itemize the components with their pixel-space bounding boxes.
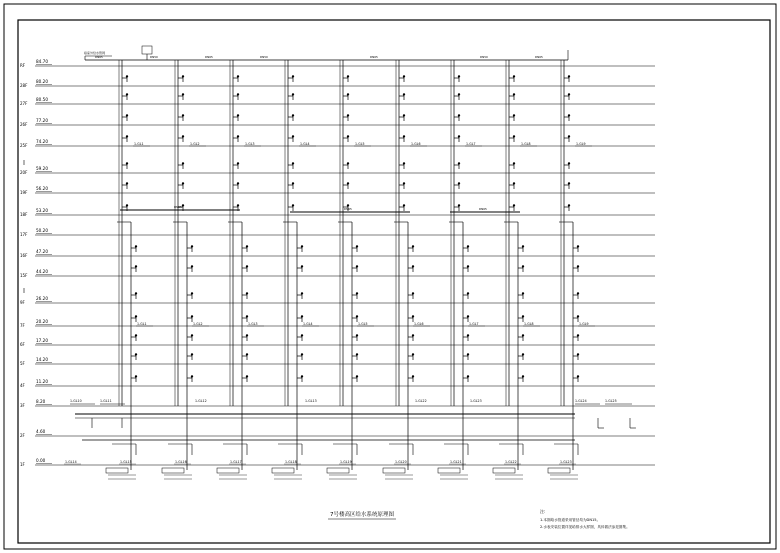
floor-label: 20F — [20, 170, 28, 175]
lower-riser-label: 1-GL2 — [193, 322, 203, 326]
note-2: 2.水表安装位置详见给排水大样图，具体做法参见图集。 — [540, 525, 630, 529]
lower-tap-valve — [577, 292, 579, 294]
upper-tap-valve — [126, 162, 128, 164]
floor3-mid-label: 1-GL13 — [305, 399, 317, 403]
upper-tap-valve — [237, 114, 239, 116]
lower-tap-valve — [356, 265, 358, 267]
floor3-right-label: 1-GL24 — [575, 399, 587, 403]
floor-elevation: 50.20 — [36, 228, 48, 233]
upper-tap-valve — [182, 204, 184, 206]
lower-tap-valve — [356, 315, 358, 317]
upper-tap-valve — [568, 93, 570, 95]
upper-tap-valve — [568, 75, 570, 77]
header-pipe-label: DN65 — [95, 55, 103, 59]
upper-riser-label: 1-GL9 — [576, 142, 586, 146]
floor1-branch-label: 1-GL21 — [450, 460, 462, 464]
water-meter-box — [493, 468, 515, 473]
note-1: 1.本图给水管道采用管径均为DN15。 — [540, 518, 601, 522]
upper-tap-valve — [403, 114, 405, 116]
floor1-branch-label: 1-GL22 — [505, 460, 517, 464]
water-meter-box — [272, 468, 294, 473]
lower-tap-valve — [301, 375, 303, 377]
lower-tap-valve — [522, 245, 524, 247]
header-pipe-label: DN50 — [150, 55, 158, 59]
lower-tap-valve — [135, 265, 137, 267]
floor3-right-label: 1-GL25 — [605, 399, 617, 403]
floor-elevation: 4.60 — [36, 429, 46, 434]
lower-tap-valve — [577, 315, 579, 317]
upper-tap-valve — [237, 162, 239, 164]
header-pipe-label: DN50 — [260, 55, 268, 59]
lower-tap-valve — [467, 265, 469, 267]
lower-tap-valve — [412, 292, 414, 294]
upper-tap-valve — [237, 93, 239, 95]
upper-riser-label: 1-GL2 — [190, 142, 200, 146]
water-meter-box — [162, 468, 184, 473]
upper-tap-valve — [347, 114, 349, 116]
upper-tap-valve — [347, 93, 349, 95]
lower-tap-valve — [467, 315, 469, 317]
floor3-left-label: 1-GL11 — [100, 399, 112, 403]
lower-tap-valve — [522, 315, 524, 317]
lower-riser-label: 1-GL3 — [248, 322, 258, 326]
upper-tap-valve — [403, 75, 405, 77]
floor-elevation: 44.20 — [36, 269, 48, 274]
upper-tap-valve — [182, 162, 184, 164]
upper-tap-valve — [568, 204, 570, 206]
upper-tap-valve — [513, 93, 515, 95]
floor-label: 9F — [20, 300, 25, 305]
upper-tap-valve — [292, 162, 294, 164]
lower-tap-valve — [135, 245, 137, 247]
upper-tap-valve — [403, 162, 405, 164]
upper-riser-label: 1-GL7 — [466, 142, 476, 146]
floor-elevation: 14.20 — [36, 357, 48, 362]
floor-label: 16F — [20, 253, 28, 258]
floor1-branch-label: 1-GL15 — [120, 460, 132, 464]
upper-tap-valve — [126, 182, 128, 184]
lower-tap-valve — [191, 315, 193, 317]
lower-tap-valve — [246, 292, 248, 294]
lower-tap-valve — [522, 334, 524, 336]
upper-tap-valve — [403, 182, 405, 184]
upper-tap-valve — [292, 75, 294, 77]
lower-tap-valve — [191, 265, 193, 267]
floor-label: 7F — [20, 323, 25, 328]
floor-elevation: 17.20 — [36, 338, 48, 343]
lower-tap-valve — [412, 353, 414, 355]
lower-tap-valve — [577, 245, 579, 247]
lower-tap-valve — [135, 375, 137, 377]
lower-tap-valve — [467, 353, 469, 355]
lower-tap-valve — [301, 265, 303, 267]
lower-tap-valve — [135, 292, 137, 294]
lower-tap-valve — [412, 265, 414, 267]
upper-tap-valve — [458, 135, 460, 137]
upper-tap-valve — [513, 75, 515, 77]
upper-tap-valve — [292, 114, 294, 116]
upper-tap-valve — [458, 114, 460, 116]
upper-tap-valve — [182, 135, 184, 137]
lower-tap-valve — [522, 265, 524, 267]
upper-riser-label: 1-GL3 — [245, 142, 255, 146]
drawing-title: 7号楼高区给水系统原理图 — [330, 512, 395, 518]
upper-tap-valve — [126, 93, 128, 95]
upper-tap-valve — [403, 93, 405, 95]
notes-heading: 注: — [540, 509, 546, 514]
lower-riser-label: 1-GL6 — [414, 322, 424, 326]
upper-tap-valve — [182, 75, 184, 77]
upper-riser-label: 1-GL4 — [300, 142, 310, 146]
lower-tap-valve — [246, 315, 248, 317]
upper-tap-valve — [458, 93, 460, 95]
lower-tap-valve — [577, 353, 579, 355]
floor-elevation: 26.20 — [36, 296, 48, 301]
floor3-mid-label: 1-GL12 — [195, 399, 207, 403]
lower-tap-valve — [356, 245, 358, 247]
floor-elevation: 84.70 — [36, 59, 48, 64]
water-meter-box — [548, 468, 570, 473]
floor-elevation: 20.20 — [36, 319, 48, 324]
mid-header-label: DN65 — [174, 205, 182, 209]
floor-lines — [20, 59, 655, 467]
upper-tap-valve — [347, 162, 349, 164]
floor-label: 6F — [20, 342, 25, 347]
header-pipe-label: DN50 — [480, 55, 488, 59]
lower-riser-label: 1-GL1 — [137, 322, 147, 326]
upper-riser-label: 1-GL6 — [411, 142, 421, 146]
floor3-mid-label: 1-GL23 — [470, 399, 482, 403]
lower-riser-label: 1-GL8 — [524, 322, 534, 326]
upper-riser-label: 1-GL1 — [134, 142, 144, 146]
upper-tap-valve — [513, 114, 515, 116]
lower-tap-valve — [467, 292, 469, 294]
upper-tap-valve — [568, 182, 570, 184]
lower-tap-valve — [356, 375, 358, 377]
floor-label: 25F — [20, 143, 28, 148]
lower-tap-valve — [356, 334, 358, 336]
floor-label: 28F — [20, 83, 28, 88]
upper-tap-valve — [347, 182, 349, 184]
floor3-mid-label: 1-GL22 — [415, 399, 427, 403]
pipe-labels — [64, 50, 617, 464]
floor3-left-label: 1-GL10 — [70, 399, 82, 403]
floor-label: 18F — [20, 212, 28, 217]
riser-system — [70, 46, 636, 479]
lower-tap-valve — [467, 334, 469, 336]
lower-tap-valve — [135, 315, 137, 317]
lower-tap-valve — [412, 245, 414, 247]
upper-tap-valve — [237, 204, 239, 206]
lower-tap-valve — [467, 245, 469, 247]
water-meter-box — [217, 468, 239, 473]
upper-tap-valve — [403, 135, 405, 137]
floor1-branch-label: 1-GL20 — [395, 460, 407, 464]
lower-tap-valve — [412, 334, 414, 336]
lower-tap-valve — [577, 265, 579, 267]
floor-elevation: 80.20 — [36, 79, 48, 84]
lower-tap-valve — [412, 315, 414, 317]
upper-tap-valve — [513, 135, 515, 137]
upper-tap-valve — [513, 204, 515, 206]
upper-tap-valve — [403, 204, 405, 206]
lower-tap-valve — [301, 292, 303, 294]
upper-tap-valve — [126, 114, 128, 116]
floor-elevation: 56.20 — [36, 186, 48, 191]
upper-tap-valve — [237, 182, 239, 184]
lower-tap-valve — [191, 292, 193, 294]
header-pipe-label: DN65 — [205, 55, 213, 59]
floor-elevation: 47.20 — [36, 249, 48, 254]
upper-tap-valve — [347, 75, 349, 77]
upper-tap-valve — [237, 135, 239, 137]
lower-tap-valve — [191, 245, 193, 247]
floor-label: 4F — [20, 383, 25, 388]
upper-tap-valve — [292, 135, 294, 137]
upper-tap-valve — [182, 93, 184, 95]
lower-tap-valve — [522, 292, 524, 294]
upper-tap-valve — [568, 162, 570, 164]
floor1-branch-label: 1-GL17 — [230, 460, 242, 464]
lower-tap-valve — [191, 353, 193, 355]
floor-elevation: 59.20 — [36, 166, 48, 171]
header-pipe-label: DN65 — [370, 55, 378, 59]
floor-label: 27F — [20, 101, 28, 106]
floor-label: 17F — [20, 232, 28, 237]
upper-tap-valve — [126, 204, 128, 206]
upper-tap-valve — [292, 182, 294, 184]
roof-vent — [142, 46, 152, 54]
floor-label: 15F — [20, 273, 28, 278]
upper-tap-valve — [568, 135, 570, 137]
mid-header-label: DN65 — [479, 207, 487, 211]
lower-tap-valve — [191, 334, 193, 336]
lower-riser-label: 1-GL7 — [469, 322, 479, 326]
upper-tap-valve — [458, 204, 460, 206]
floor1-branch-label: 1-GL23 — [560, 460, 572, 464]
floor-elevation: 53.20 — [36, 208, 48, 213]
floor-elevation: 80.50 — [36, 97, 48, 102]
upper-tap-valve — [347, 135, 349, 137]
lower-tap-valve — [246, 245, 248, 247]
lower-tap-valve — [246, 353, 248, 355]
floor-label: 19F — [20, 190, 28, 195]
upper-tap-valve — [568, 114, 570, 116]
floor-label: 3F — [20, 403, 25, 408]
upper-tap-valve — [292, 93, 294, 95]
floor1-branch-label: 1-GL16 — [175, 460, 187, 464]
floor1-branch-label: 1-GL18 — [285, 460, 297, 464]
upper-tap-valve — [513, 162, 515, 164]
lower-tap-valve — [577, 334, 579, 336]
lower-riser-label: 1-GL5 — [358, 322, 368, 326]
floor1-branch-label: 1-GL14 — [65, 460, 77, 464]
lower-tap-valve — [301, 334, 303, 336]
floor-label: RF — [20, 63, 26, 68]
lower-tap-valve — [577, 375, 579, 377]
upper-tap-valve — [237, 75, 239, 77]
floor-label: 5F — [20, 361, 25, 366]
floor-elevation: 11.20 — [36, 379, 48, 384]
upper-tap-valve — [458, 182, 460, 184]
lower-tap-valve — [522, 375, 524, 377]
lower-tap-valve — [522, 353, 524, 355]
upper-tap-valve — [513, 182, 515, 184]
upper-riser-label: 1-GL5 — [355, 142, 365, 146]
floor1-branch-label: 1-GL19 — [340, 460, 352, 464]
lower-tap-valve — [246, 375, 248, 377]
floor-elevation: 0.00 — [36, 458, 46, 463]
floor-label: 1F — [20, 462, 25, 467]
lower-tap-valve — [301, 245, 303, 247]
lower-tap-valve — [135, 353, 137, 355]
floor-label: 2F — [20, 433, 25, 438]
lower-tap-valve — [467, 375, 469, 377]
upper-tap-valve — [458, 162, 460, 164]
floor-elevation: 74.20 — [36, 139, 48, 144]
water-meter-box — [327, 468, 349, 473]
lower-tap-valve — [301, 315, 303, 317]
upper-tap-valve — [182, 182, 184, 184]
water-meter-box — [383, 468, 405, 473]
header-pipe-label: DN65 — [535, 55, 543, 59]
upper-tap-valve — [292, 204, 294, 206]
water-meter-box — [106, 468, 128, 473]
lower-tap-valve — [412, 375, 414, 377]
lower-tap-valve — [191, 375, 193, 377]
upper-tap-valve — [458, 75, 460, 77]
lower-tap-valve — [356, 353, 358, 355]
lower-riser-label: 1-GL4 — [303, 322, 313, 326]
upper-tap-valve — [182, 114, 184, 116]
upper-riser-label: 1-GL8 — [521, 142, 531, 146]
upper-tap-valve — [126, 135, 128, 137]
lower-tap-valve — [135, 334, 137, 336]
water-meter-box — [438, 468, 460, 473]
lower-tap-valve — [356, 292, 358, 294]
upper-tap-valve — [126, 75, 128, 77]
floor-elevation: 8.20 — [36, 399, 46, 404]
floor-label: 26F — [20, 122, 28, 127]
lower-tap-valve — [246, 265, 248, 267]
inlet-label: 接室外给水管网 — [84, 51, 106, 55]
floor-elevation: 77.20 — [36, 118, 48, 123]
lower-riser-label: 1-GL9 — [579, 322, 589, 326]
lower-tap-valve — [301, 353, 303, 355]
mid-header-label: DN65 — [344, 207, 352, 211]
lower-tap-valve — [246, 334, 248, 336]
